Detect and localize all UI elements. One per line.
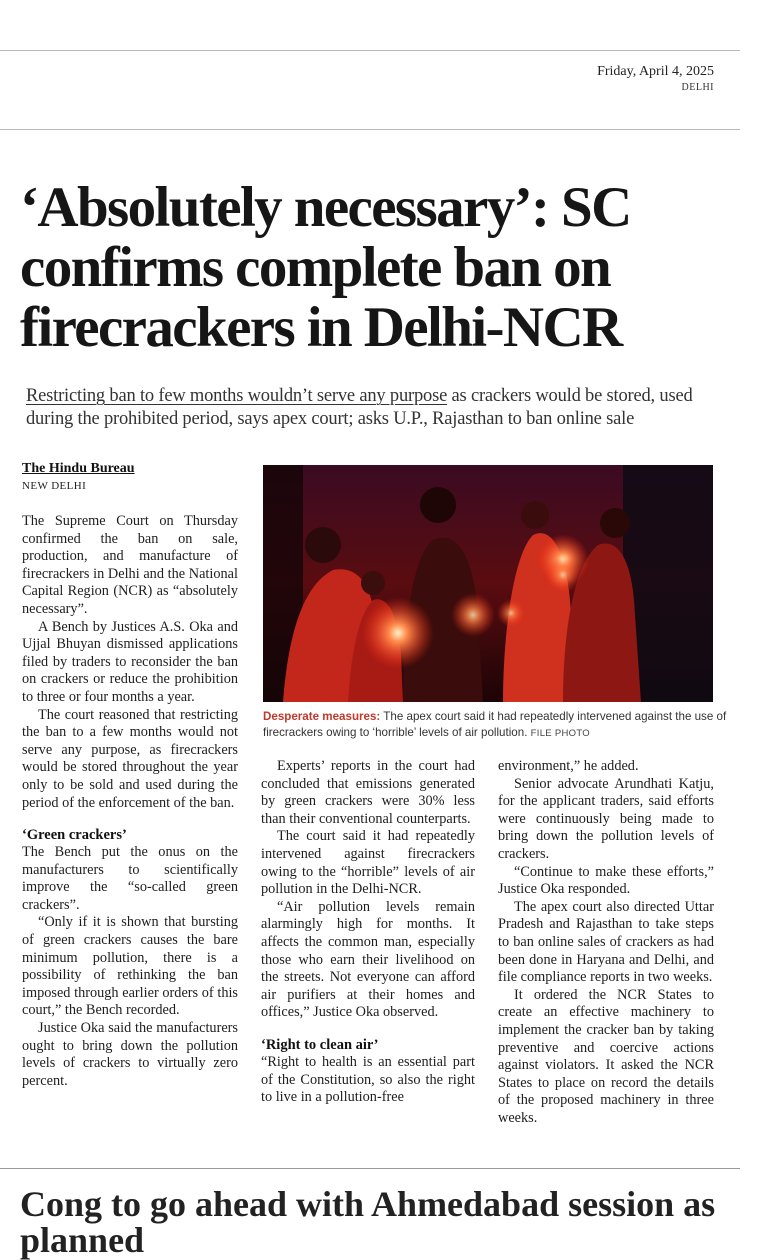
article-column-1 <box>22 513 238 1090</box>
byline-location: NEW DELHI <box>22 480 87 492</box>
byline <box>22 461 135 492</box>
caption-lead: Desperate measures: <box>263 710 381 723</box>
dateline <box>597 64 714 93</box>
paragraph: “Only if it is shown that bursting of green crackers causes the bare minimum pollution, there is a possibility of rethinking the ban imposed through earlier orders of this court,” the Bench recorded. <box>22 914 238 1019</box>
photo-caption <box>263 709 733 742</box>
edition-city: DELHI <box>681 82 714 93</box>
caption-text: The apex court said it had repeatedly intervened against the use of firecrackers owing to ‘horrible’ levels of air pollution. <box>263 710 727 739</box>
paragraph: It ordered the NCR States to create an effective machinery to implement the cracker ban by taking preventive and coercive actions against violators. It asked the NCR States to place on record the details of the proposed machinery in three weeks. <box>498 986 714 1126</box>
article-column-3 <box>498 758 714 1127</box>
bottom-rule <box>0 1168 740 1169</box>
header-rule <box>0 129 740 130</box>
paragraph: “Right to health is an essential part of the Constitution, so also the right to live in a pollution-free <box>261 1053 475 1106</box>
article-dek <box>26 385 726 431</box>
paragraph: environment,” he added. <box>498 758 639 774</box>
paragraph: The apex court also directed Uttar Pradesh and Rajasthan to take steps to ban online sales of crackers as had been done in Haryana and Delhi, and file compliance reports in two weeks. <box>498 898 714 986</box>
paragraph: The court reasoned that restricting the ban to a few months would not serve any purpose, as firecrackers would be stored throughout the year only to be sold and used during the period of the enforcement of the ban. <box>22 706 238 811</box>
byline-author: The Hindu Bureau <box>22 461 135 476</box>
article-column-2 <box>261 758 475 1107</box>
paragraph: “Air pollution levels remain alarmingly high for months. It affects the common man, especially those who earn their livelihood on the streets. Not everyone can afford air purifiers at their homes and offices,” Justice Oka observed. <box>261 898 475 1021</box>
top-rule <box>0 50 740 51</box>
paragraph: The Bench put the onus on the manufacturers to scientifically improve the “so-called green crackers”. <box>22 844 238 913</box>
subhead-green-crackers: ‘Green crackers’ <box>22 827 127 844</box>
paragraph: “Continue to make these efforts,” Justice Oka responded. <box>498 863 714 898</box>
next-article-headline: Cong to go ahead with Ahmedabad session as planned <box>20 1184 716 1260</box>
subhead-right-to-clean-air: ‘Right to clean air’ <box>261 1036 379 1053</box>
dek-underlined: Restricting ban to few months wouldn’t serve any purpose <box>26 386 448 406</box>
article-photo <box>263 465 713 702</box>
paragraph: The Supreme Court on Thursday confirmed the ban on sale, production, and manufacture of firecrackers in Delhi and the National Capital Region (NCR) as “absolutely necessary”. <box>22 513 238 617</box>
photo-illustration <box>263 465 713 702</box>
dek-rest: as crackers would be stored, used during the prohibited period, says apex court; asks U.P., Rajasthan to ban online sale <box>26 386 693 429</box>
paragraph: Senior advocate Arundhati Katju, for the applicant traders, said efforts were continuously being made to bring down the pollution levels of crackers. <box>498 775 714 862</box>
article-headline: ‘Absolutely necessary’: SC confirms complete ban on firecrackers in Delhi-NCR <box>20 176 631 359</box>
issue-date: Friday, April 4, 2025 <box>597 64 714 79</box>
photo-credit: FILE PHOTO <box>530 728 590 739</box>
paragraph: The court said it had repeatedly intervened against firecrackers owing to the “horrible” levels of air pollution in the Delhi-NCR. <box>261 828 475 898</box>
paragraph: A Bench by Justices A.S. Oka and Ujjal Bhuyan dismissed applications filed by traders to reconsider the ban on crackers or reduce the prohibition to three or four months a year. <box>22 618 238 705</box>
paragraph: Experts’ reports in the court had concluded that emissions generated by green crackers were 30% less than their conventional counterparts. <box>261 758 475 827</box>
paragraph: Justice Oka said the manufacturers ought to bring down the pollution levels of crackers to virtually zero percent. <box>22 1020 238 1089</box>
